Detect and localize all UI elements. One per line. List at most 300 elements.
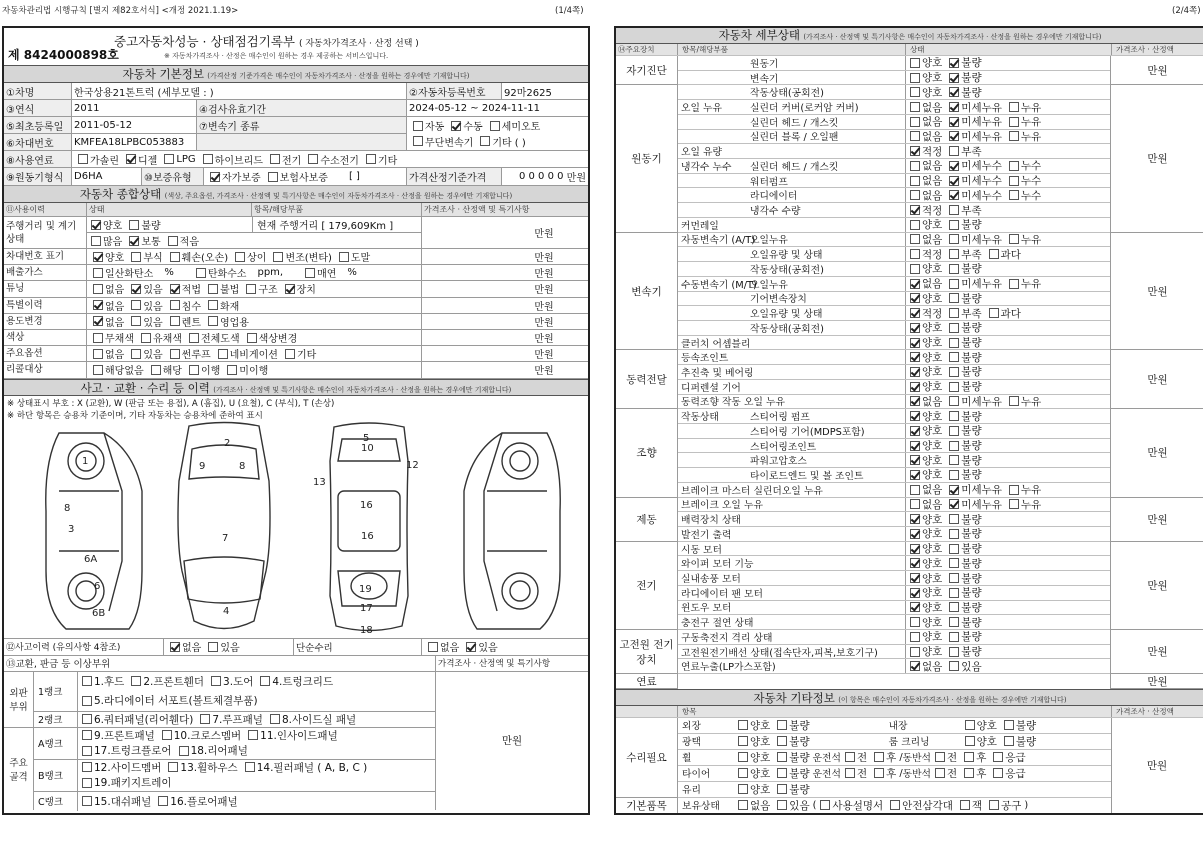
- fuel-option[interactable]: [160, 154, 195, 165]
- option-label: 적음: [179, 237, 199, 248]
- basic-row-2: [4, 100, 588, 117]
- checkbox-icon: [285, 284, 295, 294]
- summary-option[interactable]: [301, 265, 336, 280]
- status-option[interactable]: [906, 601, 942, 615]
- option-label: 영업용: [219, 317, 249, 329]
- option-label: 양호: [922, 57, 943, 70]
- checkbox-option[interactable]: [734, 766, 770, 781]
- part-option[interactable]: [175, 743, 248, 758]
- checkbox-option[interactable]: [956, 798, 982, 813]
- status-option[interactable]: [945, 527, 981, 541]
- rank-row: [34, 712, 435, 728]
- col-device: ⑭주요장치: [616, 44, 678, 55]
- status-option[interactable]: [945, 188, 1002, 202]
- option-label: 불량: [789, 767, 810, 780]
- status-option[interactable]: [1005, 130, 1041, 144]
- status-option[interactable]: [906, 527, 942, 541]
- status-option[interactable]: [945, 144, 981, 158]
- status-option[interactable]: [906, 409, 942, 423]
- summary-row-label: 주행거리 및 계기상태: [4, 217, 87, 248]
- status-option[interactable]: [945, 277, 1002, 291]
- mileage-level-option[interactable]: [87, 233, 122, 248]
- status-option[interactable]: [906, 85, 942, 99]
- device-price-unit: 만원: [1110, 498, 1203, 542]
- option-label: 전: [947, 767, 958, 780]
- option-label: 불량: [961, 557, 982, 570]
- summary-option[interactable]: [89, 330, 134, 345]
- status-option[interactable]: [906, 100, 942, 114]
- transmission-option[interactable]: [486, 118, 541, 133]
- fuel-option[interactable]: [266, 152, 301, 167]
- status-option[interactable]: [906, 453, 942, 467]
- fuel-option[interactable]: [304, 152, 359, 167]
- detail-sub-label: 작동상태: [681, 412, 719, 423]
- option-label: 이행: [200, 366, 221, 378]
- status-option[interactable]: [906, 71, 942, 85]
- transmission-option[interactable]: [447, 118, 482, 133]
- status-option[interactable]: [906, 336, 942, 350]
- status-option[interactable]: [945, 306, 981, 320]
- checkbox-option[interactable]: [961, 718, 997, 733]
- checkbox-icon: [339, 252, 349, 262]
- status-option[interactable]: [906, 233, 942, 247]
- option-label: 양호: [750, 751, 771, 764]
- status-option[interactable]: [906, 115, 942, 129]
- status-option[interactable]: [906, 395, 942, 409]
- rank-label: C랭크: [34, 792, 78, 811]
- detail-sub-label: 커먼레일: [681, 220, 719, 232]
- summary-option[interactable]: [223, 362, 268, 377]
- diagram-part-number: 6B: [92, 607, 106, 619]
- status-option[interactable]: [945, 659, 981, 673]
- option-label: 불량: [961, 528, 982, 541]
- transmission-option[interactable]: [409, 134, 473, 149]
- status-option[interactable]: [1005, 277, 1041, 291]
- status-option[interactable]: [906, 188, 942, 202]
- detail-item-label: 기어변속장치: [750, 294, 807, 306]
- other-header: [616, 706, 1203, 718]
- other-item-label: 휠: [682, 753, 692, 765]
- status-option[interactable]: [945, 85, 981, 99]
- status-option[interactable]: [945, 380, 981, 394]
- summary-option[interactable]: [242, 281, 277, 296]
- checkbox-option[interactable]: [841, 766, 867, 781]
- transmission-option[interactable]: [476, 134, 525, 149]
- reg-no-label: ②자동차등록번호: [407, 83, 502, 99]
- status-option[interactable]: [1005, 115, 1041, 129]
- summary-option[interactable]: [204, 281, 239, 296]
- summary-price-unit: 만원: [534, 317, 554, 329]
- option-label: 있음: [143, 301, 163, 313]
- detail-sub-label: 클러치 어셈블리: [681, 338, 751, 350]
- option-label: 없음: [922, 101, 943, 114]
- checkbox-option[interactable]: [960, 766, 986, 781]
- status-option[interactable]: [945, 571, 981, 585]
- other-title: [616, 689, 1203, 706]
- status-option[interactable]: [945, 601, 981, 615]
- checkbox-icon: [308, 154, 318, 164]
- summary-option[interactable]: [89, 298, 124, 313]
- part-option[interactable]: [244, 728, 338, 743]
- option-label: 불량: [961, 513, 982, 526]
- simple-repair-label: 단순수리: [294, 639, 422, 655]
- status-option[interactable]: [906, 321, 942, 335]
- status-option[interactable]: [906, 468, 942, 482]
- status-option[interactable]: [1005, 100, 1041, 114]
- status-option[interactable]: [945, 424, 981, 438]
- vin-value: KMFEA18LPBC053883: [72, 134, 197, 150]
- status-option[interactable]: [985, 247, 1021, 261]
- status-option[interactable]: [906, 439, 942, 453]
- part-option[interactable]: [196, 712, 263, 727]
- part-option[interactable]: [241, 760, 368, 775]
- checkbox-icon: [131, 300, 141, 310]
- mileage-level-option[interactable]: [164, 233, 199, 248]
- status-option[interactable]: [1005, 498, 1041, 512]
- option-label: 미세누유: [961, 484, 1002, 497]
- checkbox-option[interactable]: [886, 798, 953, 813]
- option-label: 기타: [296, 350, 317, 362]
- checkbox-icon: [196, 268, 206, 278]
- summary-option[interactable]: [192, 265, 247, 280]
- status-option[interactable]: [906, 56, 942, 70]
- status-option[interactable]: [945, 409, 981, 423]
- status-option[interactable]: [906, 203, 942, 217]
- rank-label: 1랭크: [34, 672, 78, 711]
- summary-title-text: 자동차 종합상태: [79, 187, 162, 201]
- part-option[interactable]: [164, 760, 237, 775]
- summary-option[interactable]: [185, 330, 240, 345]
- checkbox-icon: [208, 642, 218, 652]
- summary-option[interactable]: [204, 298, 239, 313]
- status-option[interactable]: [906, 424, 942, 438]
- status-option[interactable]: [945, 247, 981, 261]
- option-label: 양호: [922, 86, 943, 99]
- checkbox-icon: [935, 752, 945, 762]
- status-option[interactable]: [1005, 174, 1041, 188]
- status-option[interactable]: [906, 571, 942, 585]
- status-option[interactable]: [906, 306, 942, 320]
- status-option[interactable]: [945, 321, 981, 335]
- status-option[interactable]: [906, 556, 942, 570]
- status-option[interactable]: [1005, 395, 1041, 409]
- part-option[interactable]: [78, 794, 151, 809]
- option-label: 4.트렁크리드: [272, 675, 334, 688]
- option-label: 기타: [377, 155, 398, 167]
- status-option[interactable]: [945, 542, 981, 556]
- status-option[interactable]: [985, 306, 1021, 320]
- checkbox-icon: [910, 308, 920, 318]
- checkbox-icon: [141, 333, 151, 343]
- status-option[interactable]: [906, 659, 942, 673]
- status-option[interactable]: [945, 468, 981, 482]
- option-label: 없음: [922, 498, 943, 511]
- checkbox-option[interactable]: [870, 766, 896, 781]
- checkbox-option[interactable]: [734, 750, 770, 765]
- summary-option[interactable]: [281, 346, 316, 361]
- status-option[interactable]: [906, 174, 942, 188]
- status-option[interactable]: [945, 512, 981, 526]
- part-option[interactable]: [78, 693, 258, 708]
- other-text: 운전석: [812, 753, 841, 765]
- checkbox-option[interactable]: [931, 750, 957, 765]
- status-option[interactable]: [945, 100, 1002, 114]
- warranty-options: [204, 168, 407, 185]
- checkbox-option[interactable]: [734, 782, 770, 797]
- option-label: 있음: [143, 285, 163, 297]
- checkbox-option[interactable]: [841, 750, 867, 765]
- part-option[interactable]: [78, 760, 161, 775]
- checkbox-option[interactable]: [931, 766, 957, 781]
- status-option[interactable]: [945, 292, 981, 306]
- summary-option[interactable]: [166, 298, 201, 313]
- status-option[interactable]: [945, 586, 981, 600]
- warranty-option[interactable]: [264, 169, 328, 184]
- mileage-gauge-option[interactable]: [87, 217, 122, 232]
- status-option[interactable]: [945, 262, 981, 276]
- status-option[interactable]: [945, 630, 981, 644]
- summary-option[interactable]: [89, 281, 124, 296]
- status-option[interactable]: [945, 498, 1002, 512]
- summary-option[interactable]: [127, 281, 162, 296]
- status-option[interactable]: [945, 439, 981, 453]
- status-option[interactable]: [1005, 188, 1041, 202]
- checkbox-icon: [910, 499, 920, 509]
- checkbox-option[interactable]: [961, 734, 997, 749]
- checkbox-option[interactable]: [773, 750, 809, 765]
- status-option[interactable]: [906, 144, 942, 158]
- checkbox-icon: [910, 338, 920, 348]
- summary-option[interactable]: [166, 281, 201, 296]
- option-label: 많음: [103, 237, 123, 248]
- status-option[interactable]: [945, 395, 1002, 409]
- checkbox-icon: [949, 352, 959, 362]
- summary-row-label: 차대번호 표기: [4, 249, 87, 264]
- status-option[interactable]: [906, 645, 942, 659]
- checkbox-icon: [170, 284, 180, 294]
- summary-option[interactable]: [89, 346, 124, 361]
- summary-price-unit: 만원: [534, 285, 554, 297]
- car-name-label: ①차명: [4, 83, 72, 99]
- option-label: 누수: [1020, 175, 1042, 188]
- checkbox-option[interactable]: [734, 718, 770, 733]
- status-option[interactable]: [945, 483, 1002, 497]
- status-option[interactable]: [945, 645, 981, 659]
- summary-option[interactable]: [335, 249, 370, 264]
- checkbox-option[interactable]: [773, 782, 809, 797]
- option-label: 썬루프: [181, 350, 211, 362]
- summary-option[interactable]: [127, 298, 162, 313]
- checkbox-icon: [131, 252, 141, 262]
- summary-option[interactable]: [281, 281, 316, 296]
- option-label: 양호: [750, 767, 771, 780]
- status-option[interactable]: [1005, 483, 1041, 497]
- status-option[interactable]: [906, 512, 942, 526]
- price-basis-unit: 만원: [566, 173, 586, 184]
- mileage-gauge-option[interactable]: [125, 217, 160, 232]
- status-option[interactable]: [945, 556, 981, 570]
- checkbox-option[interactable]: [734, 734, 770, 749]
- first-reg-value: 2011-05-12: [72, 117, 197, 133]
- status-option[interactable]: [906, 586, 942, 600]
- part-option[interactable]: [78, 775, 172, 790]
- summary-option[interactable]: [166, 249, 228, 264]
- other-text: 동반석: [902, 769, 932, 781]
- status-option[interactable]: [945, 203, 981, 217]
- status-option[interactable]: [945, 615, 981, 629]
- checkbox-icon: [910, 411, 920, 421]
- checkbox-icon: [93, 365, 103, 375]
- status-option[interactable]: [906, 630, 942, 644]
- checkbox-option[interactable]: [989, 750, 1025, 765]
- checkbox-icon: [129, 236, 139, 246]
- checkbox-option[interactable]: [870, 750, 896, 765]
- mileage-level-option[interactable]: [125, 233, 160, 248]
- checkbox-option[interactable]: [1000, 734, 1036, 749]
- summary-option[interactable]: [89, 314, 124, 329]
- part-option[interactable]: [158, 728, 241, 743]
- status-option[interactable]: [945, 174, 1002, 188]
- checkbox-option[interactable]: [1000, 718, 1036, 733]
- checkbox-option[interactable]: [773, 734, 809, 749]
- diagram-part-number: 8: [239, 460, 246, 472]
- part-option[interactable]: [207, 674, 253, 689]
- status-option[interactable]: [906, 247, 942, 261]
- warranty-option[interactable]: [206, 169, 261, 184]
- summary-option[interactable]: [89, 362, 144, 377]
- summary-option[interactable]: [166, 346, 211, 361]
- option-label: 14.필러패널 ( A, B, C ): [256, 761, 368, 774]
- summary-option[interactable]: [243, 330, 298, 345]
- checkbox-option[interactable]: [773, 798, 809, 813]
- checkbox-icon: [910, 234, 920, 244]
- fuel-option[interactable]: [122, 152, 157, 167]
- part-option[interactable]: [78, 712, 193, 727]
- checkbox-option[interactable]: [773, 766, 809, 781]
- checkbox-icon: [451, 121, 461, 131]
- checkbox-icon: [949, 661, 959, 671]
- status-option[interactable]: [906, 159, 942, 173]
- checkbox-option[interactable]: [960, 750, 986, 765]
- status-option[interactable]: [945, 56, 981, 70]
- status-option[interactable]: [945, 453, 981, 467]
- transmission-option[interactable]: [409, 118, 444, 133]
- checkbox-option[interactable]: [985, 798, 1021, 813]
- status-option[interactable]: [945, 233, 1002, 247]
- summary-option[interactable]: [185, 362, 220, 377]
- checkbox-icon: [949, 205, 959, 215]
- status-option[interactable]: [945, 130, 1002, 144]
- status-option[interactable]: [906, 218, 942, 232]
- summary-option[interactable]: [127, 346, 162, 361]
- part-option[interactable]: [266, 712, 356, 727]
- fuel-option[interactable]: [74, 152, 119, 167]
- summary-option[interactable]: [231, 249, 266, 264]
- part-option[interactable]: [256, 674, 333, 689]
- option-label: 양호: [922, 351, 943, 364]
- summary-price-unit: 만원: [534, 350, 554, 362]
- status-option[interactable]: [945, 350, 981, 364]
- checkbox-icon: [949, 617, 959, 627]
- status-option[interactable]: [906, 615, 942, 629]
- option-label: 불량: [961, 292, 982, 305]
- part-option[interactable]: [78, 674, 124, 689]
- checkbox-icon: [82, 730, 92, 740]
- summary-option[interactable]: [127, 314, 162, 329]
- status-option[interactable]: [906, 262, 942, 276]
- status-option[interactable]: [945, 71, 981, 85]
- checkbox-option[interactable]: [816, 798, 883, 813]
- status-option[interactable]: [906, 365, 942, 379]
- option-label: 사용설명서: [832, 799, 884, 812]
- part-option[interactable]: [127, 674, 204, 689]
- status-option[interactable]: [906, 498, 942, 512]
- status-option[interactable]: [945, 218, 981, 232]
- status-option[interactable]: [906, 483, 942, 497]
- checkbox-icon: [738, 784, 748, 794]
- status-option[interactable]: [1005, 159, 1041, 173]
- checkbox-option[interactable]: [989, 766, 1025, 781]
- summary-option[interactable]: [214, 346, 278, 361]
- summary-option[interactable]: [137, 330, 182, 345]
- status-option[interactable]: [945, 159, 1002, 173]
- status-option[interactable]: [1005, 233, 1041, 247]
- checkbox-icon: [910, 190, 920, 200]
- summary-option[interactable]: [89, 265, 153, 280]
- part-option[interactable]: [78, 728, 155, 743]
- option-label: 양호: [103, 221, 123, 232]
- option-label: 불량: [789, 751, 810, 764]
- status-option[interactable]: [945, 115, 1002, 129]
- option-label: 공구: [1001, 799, 1022, 812]
- summary-row: [4, 281, 588, 297]
- summary-row-options: [87, 298, 422, 313]
- summary-option[interactable]: [204, 314, 249, 329]
- detail-note: (가격조사 · 산정액 및 특기사항은 매수인이 자동차가격조사 · 산정을 원하는 경우에만 기재합니다): [803, 33, 1102, 41]
- status-option[interactable]: [906, 292, 942, 306]
- summary-option[interactable]: [89, 249, 124, 264]
- part-option[interactable]: [78, 743, 172, 758]
- fuel-option[interactable]: [362, 152, 397, 167]
- status-option[interactable]: [906, 542, 942, 556]
- summary-option[interactable]: [127, 249, 162, 264]
- option-label: 누유: [1020, 484, 1042, 497]
- part-option[interactable]: [154, 794, 237, 809]
- checkbox-option[interactable]: [773, 718, 809, 733]
- summary-option[interactable]: [166, 314, 201, 329]
- checkbox-option[interactable]: [734, 798, 770, 813]
- diagram-part-number: 12: [406, 459, 419, 471]
- checkbox-icon: [91, 236, 101, 246]
- detail-item-label: 워터펌프: [750, 176, 788, 188]
- checkbox-icon: [151, 365, 161, 375]
- status-option[interactable]: [906, 350, 942, 364]
- status-option[interactable]: [906, 380, 942, 394]
- fuel-option[interactable]: [199, 152, 263, 167]
- status-option[interactable]: [906, 277, 942, 291]
- option-label: 양호: [922, 292, 943, 305]
- status-option[interactable]: [945, 336, 981, 350]
- doc-title-block: [4, 28, 588, 66]
- summary-option[interactable]: [269, 249, 331, 264]
- summary-option[interactable]: [147, 362, 182, 377]
- option-label: 구조: [258, 285, 278, 297]
- status-option[interactable]: [906, 130, 942, 144]
- other-row: [678, 766, 1111, 782]
- option-label: 불량: [1015, 719, 1037, 732]
- basic-row-1: [4, 83, 588, 100]
- status-option[interactable]: [945, 365, 981, 379]
